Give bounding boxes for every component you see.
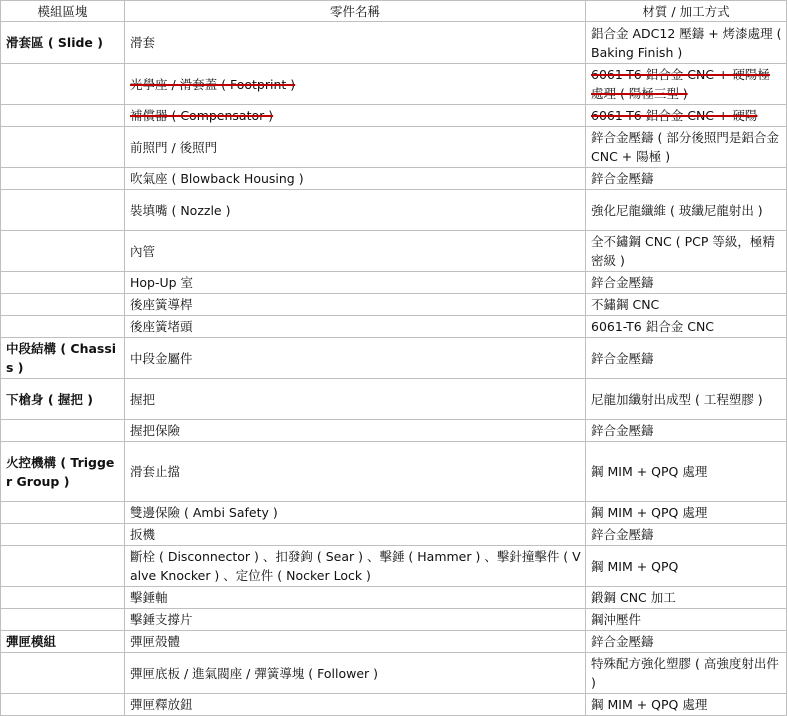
module-cell — [1, 524, 125, 546]
part-name-cell: 扳機 — [125, 524, 586, 546]
part-name-cell: 內管 — [125, 231, 586, 272]
part-name-cell: 擊錘軸 — [125, 587, 586, 609]
part-name-cell: 擊錘支撐片 — [125, 609, 586, 631]
module-cell — [1, 653, 125, 694]
module-cell: 滑套區 ( Slide ) — [1, 22, 125, 64]
table-row — [1, 190, 787, 231]
part-name-cell: 光學座 / 滑套蓋 ( Footprint ) — [125, 64, 586, 105]
module-cell: 中段結構 ( Chassis ) — [1, 338, 125, 379]
module-cell — [1, 546, 125, 587]
table-row — [1, 168, 787, 190]
module-cell — [1, 64, 125, 105]
material-cell: 不鏽鋼 CNC — [586, 294, 787, 316]
module-cell — [1, 502, 125, 524]
part-name-cell: 雙邊保險 ( Ambi Safety ) — [125, 502, 586, 524]
part-name-cell: 握把保險 — [125, 420, 586, 442]
material-cell: 鋅合金壓鑄 — [586, 420, 787, 442]
material-cell: 全不鏽鋼 CNC ( PCP 等級，極精密級 ) — [586, 231, 787, 272]
table-row — [1, 64, 787, 105]
module-cell — [1, 168, 125, 190]
module-cell — [1, 316, 125, 338]
material-cell: 鋁合金 ADC12 壓鑄 + 烤漆處理 ( Baking Finish ) — [586, 22, 787, 64]
table-row — [1, 231, 787, 272]
part-name-cell: 握把 — [125, 379, 586, 420]
part-name-cell: 滑套止擋 — [125, 442, 586, 502]
part-name-cell: 中段金屬件 — [125, 338, 586, 379]
module-cell — [1, 294, 125, 316]
module-cell — [1, 420, 125, 442]
table-row — [1, 609, 787, 631]
material-cell: 鋅合金壓鑄 — [586, 631, 787, 653]
module-cell: 下槍身 ( 握把 ) — [1, 379, 125, 420]
material-cell: 鋅合金壓鑄 ( 部分後照門是鋁合金 CNC + 陽極 ) — [586, 127, 787, 168]
material-cell: 鋅合金壓鑄 — [586, 524, 787, 546]
table-body — [1, 22, 787, 716]
table-row — [1, 631, 787, 653]
material-cell: 6061-T6 鋁合金 CNC + 硬陽 — [586, 105, 787, 127]
material-cell: 特殊配方強化塑膠 ( 高強度射出件 ) — [586, 653, 787, 694]
material-cell: 鋅合金壓鑄 — [586, 338, 787, 379]
module-cell: 火控機構 ( Trigger Group ) — [1, 442, 125, 502]
part-name-cell: 後座簧導桿 — [125, 294, 586, 316]
part-name-cell: 前照門 / 後照門 — [125, 127, 586, 168]
part-name-cell: 彈匣底板 / 進氣閥座 / 彈簧導塊 ( Follower ) — [125, 653, 586, 694]
material-cell: 尼龍加纖射出成型 ( 工程塑膠 ) — [586, 379, 787, 420]
module-cell — [1, 231, 125, 272]
part-name-cell: Hop-Up 室 — [125, 272, 586, 294]
table-header-row — [1, 1, 787, 22]
table-row — [1, 294, 787, 316]
table-row — [1, 338, 787, 379]
material-cell: 鋼 MIM + QPQ 處理 — [586, 442, 787, 502]
material-cell: 6061-T6 鋁合金 CNC — [586, 316, 787, 338]
table-row — [1, 442, 787, 502]
material-cell: 鋅合金壓鑄 — [586, 272, 787, 294]
module-cell — [1, 609, 125, 631]
table-row — [1, 127, 787, 168]
table-row — [1, 420, 787, 442]
table-row — [1, 379, 787, 420]
module-cell — [1, 127, 125, 168]
part-name-cell: 後座簧堵頭 — [125, 316, 586, 338]
material-cell: 鋼 MIM + QPQ — [586, 546, 787, 587]
module-cell — [1, 190, 125, 231]
table-row — [1, 105, 787, 127]
material-cell: 強化尼龍纖維 ( 玻纖尼龍射出 ) — [586, 190, 787, 231]
header-material: 材質 / 加工方式 — [586, 1, 787, 22]
table-row — [1, 546, 787, 587]
material-cell: 鋼 MIM + QPQ 處理 — [586, 502, 787, 524]
table-row — [1, 524, 787, 546]
table-row — [1, 316, 787, 338]
part-name-cell: 彈匣殼體 — [125, 631, 586, 653]
header-part-name: 零件名稱 — [125, 1, 586, 22]
module-cell: 彈匣模組 — [1, 631, 125, 653]
material-cell: 鋼 MIM + QPQ 處理 — [586, 694, 787, 716]
table-row — [1, 502, 787, 524]
part-name-cell: 裝填嘴 ( Nozzle ) — [125, 190, 586, 231]
part-name-cell: 彈匣釋放鈕 — [125, 694, 586, 716]
table-row — [1, 587, 787, 609]
part-name-cell: 滑套 — [125, 22, 586, 64]
module-cell — [1, 272, 125, 294]
part-name-cell: 吹氣座 ( Blowback Housing ) — [125, 168, 586, 190]
table-row — [1, 653, 787, 694]
material-cell: 鋼沖壓件 — [586, 609, 787, 631]
material-cell: 鍛鋼 CNC 加工 — [586, 587, 787, 609]
module-cell — [1, 105, 125, 127]
header-module: 模組區塊 — [1, 1, 125, 22]
table-row — [1, 22, 787, 64]
module-cell — [1, 587, 125, 609]
table-row — [1, 272, 787, 294]
part-name-cell: 斷栓 ( Disconnector ) 、扣發鉤 ( Sear ) 、擊錘 ( Hammer ) 、擊針撞擊件 ( Valve Knocker ) 、定位件 ( Nocker Lock ) — [125, 546, 586, 587]
part-name-cell: 補償器 ( Compensator ) — [125, 105, 586, 127]
material-cell: 6061-T6 鋁合金 CNC + 硬陽極處理 ( 陽極三型 ) — [586, 64, 787, 105]
material-cell: 鋅合金壓鑄 — [586, 168, 787, 190]
